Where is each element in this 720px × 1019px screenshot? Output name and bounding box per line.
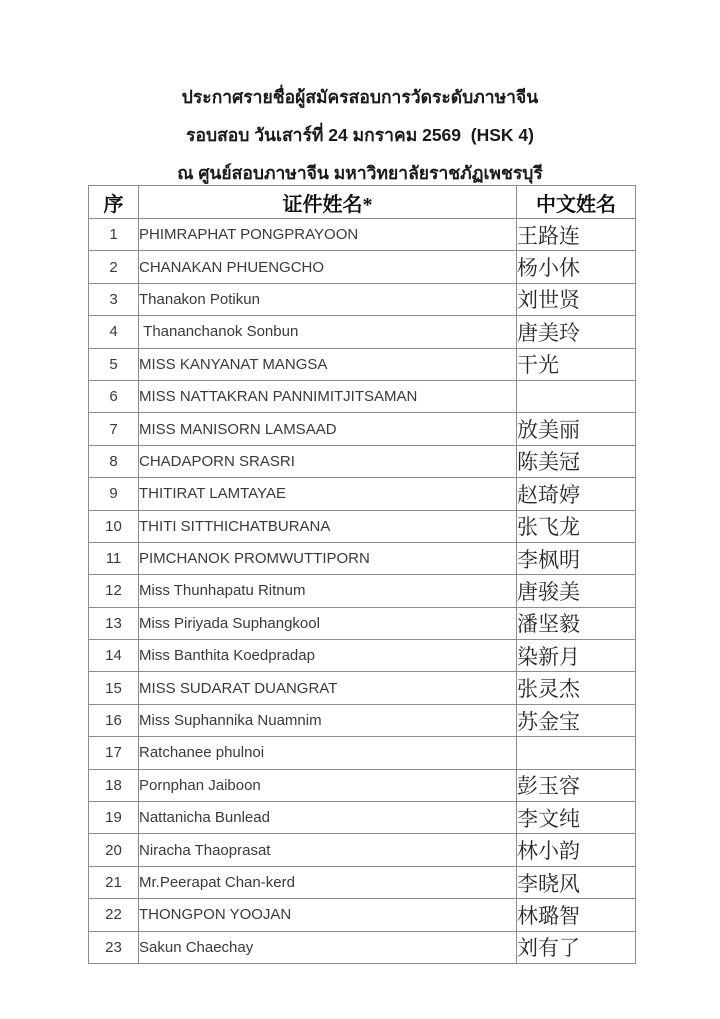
table-row xyxy=(89,672,636,704)
table-row xyxy=(89,413,636,445)
table-row xyxy=(89,542,636,574)
chinese-name-cell: 潘坚毅 xyxy=(517,607,636,639)
col-header-document-name: 证件姓名* xyxy=(139,186,517,219)
row-number-cell: 15 xyxy=(89,672,139,704)
row-number-cell: 12 xyxy=(89,575,139,607)
applicant-name-cell: MISS MANISORN LAMSAAD xyxy=(139,413,517,445)
row-number-cell: 10 xyxy=(89,510,139,542)
row-number-cell: 2 xyxy=(89,251,139,283)
applicant-name-cell: Miss Piriyada Suphangkool xyxy=(139,607,517,639)
row-number-cell: 16 xyxy=(89,704,139,736)
table-row xyxy=(89,769,636,801)
applicant-name-cell: Ratchanee phulnoi xyxy=(139,737,517,769)
chinese-name-cell: 张灵杰 xyxy=(517,672,636,704)
row-number-cell: 4 xyxy=(89,316,139,348)
table-row xyxy=(89,251,636,283)
doc-title-line-3: ณ ศูนย์สอบภาษาจีน มหาวิทยาลัยราชภัฏเพชรบุรี xyxy=(177,163,543,183)
table-row xyxy=(89,931,636,963)
applicant-name-cell: Thananchanok Sonbun xyxy=(139,316,517,348)
table-row xyxy=(89,348,636,380)
chinese-name-cell xyxy=(517,737,636,769)
applicant-name-cell: THONGPON YOOJAN xyxy=(139,899,517,931)
row-number-cell: 5 xyxy=(89,348,139,380)
applicant-name-cell: Miss Banthita Koedpradap xyxy=(139,640,517,672)
chinese-name-cell: 李文纯 xyxy=(517,802,636,834)
applicant-name-cell: CHADAPORN SRASRI xyxy=(139,445,517,477)
table-row xyxy=(89,283,636,315)
row-number-cell: 21 xyxy=(89,866,139,898)
row-number-cell: 18 xyxy=(89,769,139,801)
col-header-sequence: 序 xyxy=(89,186,139,219)
applicant-name-cell: Thanakon Potikun xyxy=(139,283,517,315)
row-number-cell: 19 xyxy=(89,802,139,834)
applicant-name-cell: PHIMRAPHAT PONGPRAYOON xyxy=(139,219,517,251)
col-header-chinese-name: 中文姓名 xyxy=(517,186,636,219)
table-row xyxy=(89,802,636,834)
applicant-name-cell: CHANAKAN PHUENGCHO xyxy=(139,251,517,283)
applicant-name-cell: Mr.Peerapat Chan-kerd xyxy=(139,866,517,898)
chinese-name-cell: 王路连 xyxy=(517,219,636,251)
applicant-name-cell: Niracha Thaoprasat xyxy=(139,834,517,866)
applicant-name-cell: MISS SUDARAT DUANGRAT xyxy=(139,672,517,704)
table-row xyxy=(89,510,636,542)
row-number-cell: 9 xyxy=(89,478,139,510)
row-number-cell: 3 xyxy=(89,283,139,315)
chinese-name-cell: 林小韵 xyxy=(517,834,636,866)
applicant-name-cell: Miss Suphannika Nuamnim xyxy=(139,704,517,736)
row-number-cell: 17 xyxy=(89,737,139,769)
applicant-name-cell: Miss Thunhapatu Ritnum xyxy=(139,575,517,607)
chinese-name-cell: 干光 xyxy=(517,348,636,380)
chinese-name-cell: 陈美冠 xyxy=(517,445,636,477)
chinese-name-cell: 林璐智 xyxy=(517,899,636,931)
table-row xyxy=(89,866,636,898)
chinese-name-cell: 杨小休 xyxy=(517,251,636,283)
table-row xyxy=(89,640,636,672)
chinese-name-cell: 苏金宝 xyxy=(517,704,636,736)
chinese-name-cell xyxy=(517,380,636,412)
applicant-name-cell: MISS KANYANAT MANGSA xyxy=(139,348,517,380)
chinese-name-cell: 放美丽 xyxy=(517,413,636,445)
doc-title-line-1: ประกาศรายชื่อผู้สมัครสอบการวัดระดับภาษาจีน xyxy=(181,87,539,107)
row-number-cell: 22 xyxy=(89,899,139,931)
table-body xyxy=(89,219,636,964)
row-number-cell: 14 xyxy=(89,640,139,672)
row-number-cell: 11 xyxy=(89,542,139,574)
table-row xyxy=(89,380,636,412)
doc-title-line-2: รอบสอบ วันเสาร์ที่ 24 มกราคม 2569 (HSK 4) xyxy=(186,125,534,145)
chinese-name-cell: 唐骏美 xyxy=(517,575,636,607)
chinese-name-cell: 李枫明 xyxy=(517,542,636,574)
row-number-cell: 23 xyxy=(89,931,139,963)
table-row xyxy=(89,607,636,639)
table-row xyxy=(89,219,636,251)
table-row xyxy=(89,478,636,510)
chinese-name-cell: 刘有了 xyxy=(517,931,636,963)
table-row xyxy=(89,445,636,477)
applicant-name-cell: MISS NATTAKRAN PANNIMITJITSAMAN xyxy=(139,380,517,412)
table-row xyxy=(89,704,636,736)
chinese-name-cell: 李晓风 xyxy=(517,866,636,898)
row-number-cell: 20 xyxy=(89,834,139,866)
applicant-name-cell: PIMCHANOK PROMWUTTIPORN xyxy=(139,542,517,574)
chinese-name-cell: 彭玉容 xyxy=(517,769,636,801)
table-row xyxy=(89,575,636,607)
applicant-name-cell: Nattanicha Bunlead xyxy=(139,802,517,834)
table-header-row xyxy=(89,186,636,219)
applicant-name-cell: Sakun Chaechay xyxy=(139,931,517,963)
document-title-block xyxy=(0,78,720,192)
chinese-name-cell: 染新月 xyxy=(517,640,636,672)
table-header xyxy=(89,186,636,219)
applicants-table xyxy=(88,185,636,964)
applicant-name-cell: Pornphan Jaiboon xyxy=(139,769,517,801)
row-number-cell: 1 xyxy=(89,219,139,251)
applicant-name-cell: THITI SITTHICHATBURANA xyxy=(139,510,517,542)
row-number-cell: 6 xyxy=(89,380,139,412)
table-row xyxy=(89,834,636,866)
chinese-name-cell: 张飞龙 xyxy=(517,510,636,542)
chinese-name-cell: 唐美玲 xyxy=(517,316,636,348)
applicant-name-cell: THITIRAT LAMTAYAE xyxy=(139,478,517,510)
chinese-name-cell: 赵琦婷 xyxy=(517,478,636,510)
table-row xyxy=(89,316,636,348)
row-number-cell: 13 xyxy=(89,607,139,639)
table-row xyxy=(89,899,636,931)
table-row xyxy=(89,737,636,769)
row-number-cell: 8 xyxy=(89,445,139,477)
chinese-name-cell: 刘世贤 xyxy=(517,283,636,315)
row-number-cell: 7 xyxy=(89,413,139,445)
